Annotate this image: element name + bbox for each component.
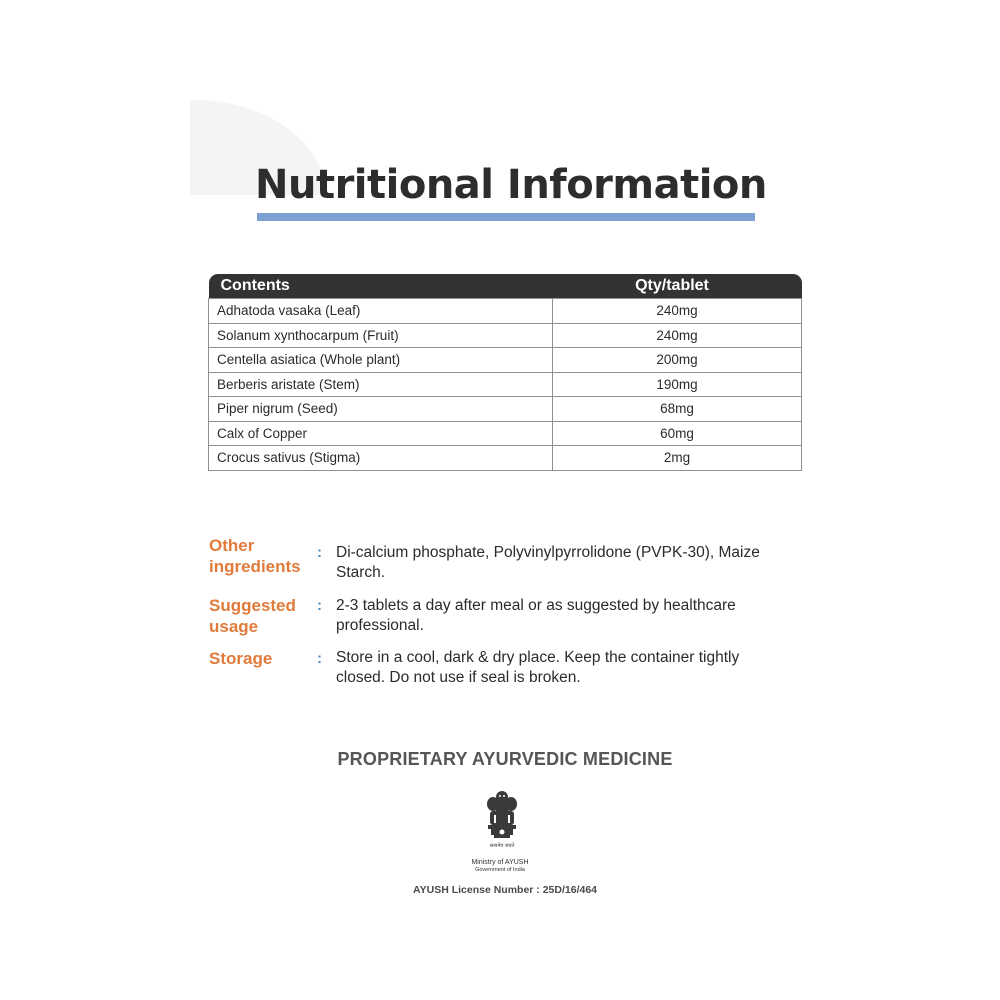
suggested-usage-value: 2-3 tablets a day after meal or as suggested by healthcare professional.: [336, 597, 736, 634]
ingredient-name: Crocus sativus (Stigma): [209, 446, 553, 471]
label-line: ingredients: [209, 557, 301, 576]
page-title: Nutritional Information: [255, 162, 767, 208]
suggested-usage-section: [209, 595, 789, 641]
title-underline: [257, 213, 755, 221]
other-ingredients-section: [209, 535, 789, 585]
table-row: [209, 446, 802, 471]
table-row: [209, 421, 802, 446]
table-row: [209, 323, 802, 348]
table-row: [209, 299, 802, 324]
ingredient-name: Centella asiatica (Whole plant): [209, 348, 553, 373]
label-line: Storage: [209, 649, 273, 668]
table-row: [209, 372, 802, 397]
table-header-row: [209, 274, 802, 299]
label-line: Other: [209, 536, 255, 555]
ministry-text: [400, 859, 600, 874]
ingredient-name: Calx of Copper: [209, 421, 553, 446]
ingredient-qty: 60mg: [553, 421, 802, 446]
colon-separator: :: [317, 544, 322, 561]
ingredient-qty: 240mg: [553, 299, 802, 324]
header-qty-per-tablet: Qty/tablet: [553, 274, 802, 299]
ingredient-name: Adhatoda vasaka (Leaf): [209, 299, 553, 324]
ingredient-name: Piper nigrum (Seed): [209, 397, 553, 422]
ingredient-qty: 200mg: [553, 348, 802, 373]
table-row: [209, 348, 802, 373]
colon-separator: :: [317, 597, 322, 614]
ingredient-qty: 240mg: [553, 323, 802, 348]
ingredient-name: Berberis aristate (Stem): [209, 372, 553, 397]
ingredient-name: Solanum xynthocarpum (Fruit): [209, 323, 553, 348]
ingredient-qty: 68mg: [553, 397, 802, 422]
other-ingredients-value: Di-calcium phosphate, Polyvinylpyrrolidone (PVPK-30), Maize Starch.: [336, 544, 760, 581]
storage-value: Store in a cool, dark & dry place. Keep the container tightly closed. Do not use if seal is broken.: [336, 649, 740, 686]
suggested-usage-label: [209, 595, 319, 637]
colon-separator: :: [317, 650, 322, 667]
label-line: usage: [209, 617, 259, 636]
license-number: AYUSH License Number : 25D/16/464: [412, 884, 598, 896]
storage-section: [209, 648, 789, 692]
label-line: Suggested: [209, 596, 296, 615]
other-ingredients-label: [209, 535, 319, 577]
table-row: [209, 397, 802, 422]
proprietary-heading: PROPRIETARY AYURVEDIC MEDICINE: [337, 749, 673, 769]
nutrition-table: [208, 274, 802, 471]
national-emblem-icon: [482, 787, 522, 857]
ministry-name: Ministry of AYUSH: [471, 859, 529, 866]
header-contents: Contents: [209, 274, 553, 299]
ingredient-qty: 190mg: [553, 372, 802, 397]
storage-label: [209, 648, 319, 669]
ingredient-qty: 2mg: [553, 446, 802, 471]
emblem-motto: सत्यमेव जयते: [489, 843, 515, 849]
government-name: Government of India: [475, 867, 525, 873]
